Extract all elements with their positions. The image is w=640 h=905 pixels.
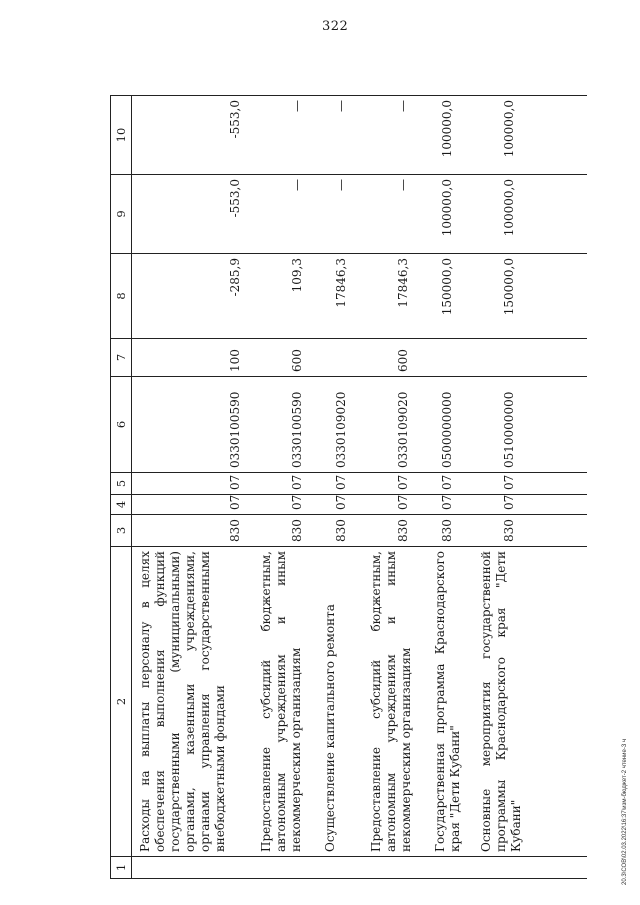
- row-1-c9: -553,0: [228, 179, 242, 218]
- row-5-c4: 07: [440, 494, 454, 510]
- row-1-c4: 07: [228, 494, 242, 510]
- header-cell: 5: [111, 473, 132, 495]
- row-3-c10: —: [334, 100, 348, 112]
- row-3-c3: 830: [334, 519, 348, 542]
- column-1: [132, 857, 588, 879]
- column-5: [132, 473, 588, 495]
- row-4-c5: 07: [396, 474, 410, 490]
- column-9: [132, 175, 588, 254]
- row-4-c7: 600: [396, 349, 410, 372]
- column-7: [132, 339, 588, 377]
- row-2-name: Предоставление субсидий бюджетным, автономным учреждениям и иным некоммерческим организациям: [259, 551, 303, 852]
- row-6-c3: 830: [502, 519, 516, 542]
- row-5-name: Государственная программа Краснодарского края "Дети Кубани": [433, 551, 462, 852]
- row-3-c4: 07: [334, 494, 348, 510]
- row-6-c6: 0510000000: [502, 391, 516, 468]
- row-4-c6: 0330109020: [396, 391, 410, 468]
- row-5-c7: [423, 339, 455, 376]
- table-body-row: [132, 96, 588, 879]
- row-6-name: Основные мероприятия государственной программы Краснодарского края "Дети Кубани": [479, 551, 523, 852]
- row-4-name: Предоставление субсидий бюджетным, автономным учреждениям и иным некоммерческим организациям: [369, 551, 413, 852]
- row-5-c9: 100000,0: [440, 179, 454, 237]
- row-1-c3: 830: [228, 519, 242, 542]
- row-6-c7: [467, 339, 517, 376]
- row-5-c3: 830: [440, 519, 454, 542]
- row-4-c10: —: [396, 100, 410, 112]
- column-8: [132, 254, 588, 339]
- column-name: [132, 547, 588, 857]
- row-1-c5: 07: [228, 474, 242, 490]
- budget-table: [110, 95, 587, 879]
- row-1-c10: -553,0: [228, 100, 242, 139]
- row-3-name: Осуществление капитального ремонта: [323, 604, 337, 852]
- page-number: 322: [322, 19, 349, 34]
- row-1-c8: -285,9: [228, 258, 242, 297]
- column-3: [132, 515, 588, 547]
- row-6-c4: 07: [502, 494, 516, 510]
- row-1-name: Расходы на выплаты персоналу в целях обеспечения выполнения функций государственными (муниципальными) органами, казенными учреждениями, органами управления государственными внебюджетными фондами: [138, 551, 227, 852]
- row-3-c9: —: [334, 179, 348, 191]
- column-6: [132, 377, 588, 473]
- row-5-c10: 100000,0: [440, 100, 454, 158]
- header-cell: 4: [111, 495, 132, 515]
- row-4-c8: 17846,3: [396, 258, 410, 308]
- header-cell: 10: [111, 96, 132, 175]
- column-10: [132, 96, 588, 175]
- row-6-c5: 07: [502, 474, 516, 490]
- column-4: [132, 495, 588, 515]
- row-2-c5: 07: [290, 474, 304, 490]
- row-5-c6: 0500000000: [440, 391, 454, 468]
- header-cell: 9: [111, 175, 132, 254]
- header-cell: 2: [111, 547, 132, 857]
- row-4-c4: 07: [396, 494, 410, 510]
- header-cell: 1: [111, 857, 132, 879]
- document-footer-note: 20.3\СОВ\02.03.2022\16:37\изм-бюджет-2 чтение-3 ч: [622, 739, 628, 885]
- row-2-c10: —: [290, 100, 304, 112]
- row-3-c5: 07: [334, 474, 348, 490]
- row-1-c6: 0330100590: [228, 391, 242, 468]
- row-5-c8: 150000,0: [440, 258, 454, 316]
- row-3-c6: 0330109020: [334, 391, 348, 468]
- row-2-c6: 0330100590: [290, 391, 304, 468]
- rotated-table-wrapper: [110, 96, 587, 879]
- header-cell: 7: [111, 339, 132, 377]
- row-6-c9: 100000,0: [502, 179, 516, 237]
- header-cell: 6: [111, 377, 132, 473]
- row-6-c8: 150000,0: [502, 258, 516, 316]
- row-2-c8: 109,3: [290, 258, 304, 293]
- row-2-c4: 07: [290, 494, 304, 510]
- row-4-c3: 830: [396, 519, 410, 542]
- row-1-c7: 100: [228, 349, 242, 372]
- row-6-c10: 100000,0: [502, 100, 516, 158]
- header-row: [111, 96, 132, 879]
- row-3-c7: [317, 339, 349, 376]
- row-3-c8: 17846,3: [334, 258, 348, 308]
- header-cell: 3: [111, 515, 132, 547]
- row-2-c9: —: [290, 179, 304, 191]
- row-5-c5: 07: [440, 474, 454, 490]
- header-cell: 8: [111, 254, 132, 339]
- row-2-c7: 600: [290, 349, 304, 372]
- row-2-c3: 830: [290, 519, 304, 542]
- row-4-c9: —: [396, 179, 410, 191]
